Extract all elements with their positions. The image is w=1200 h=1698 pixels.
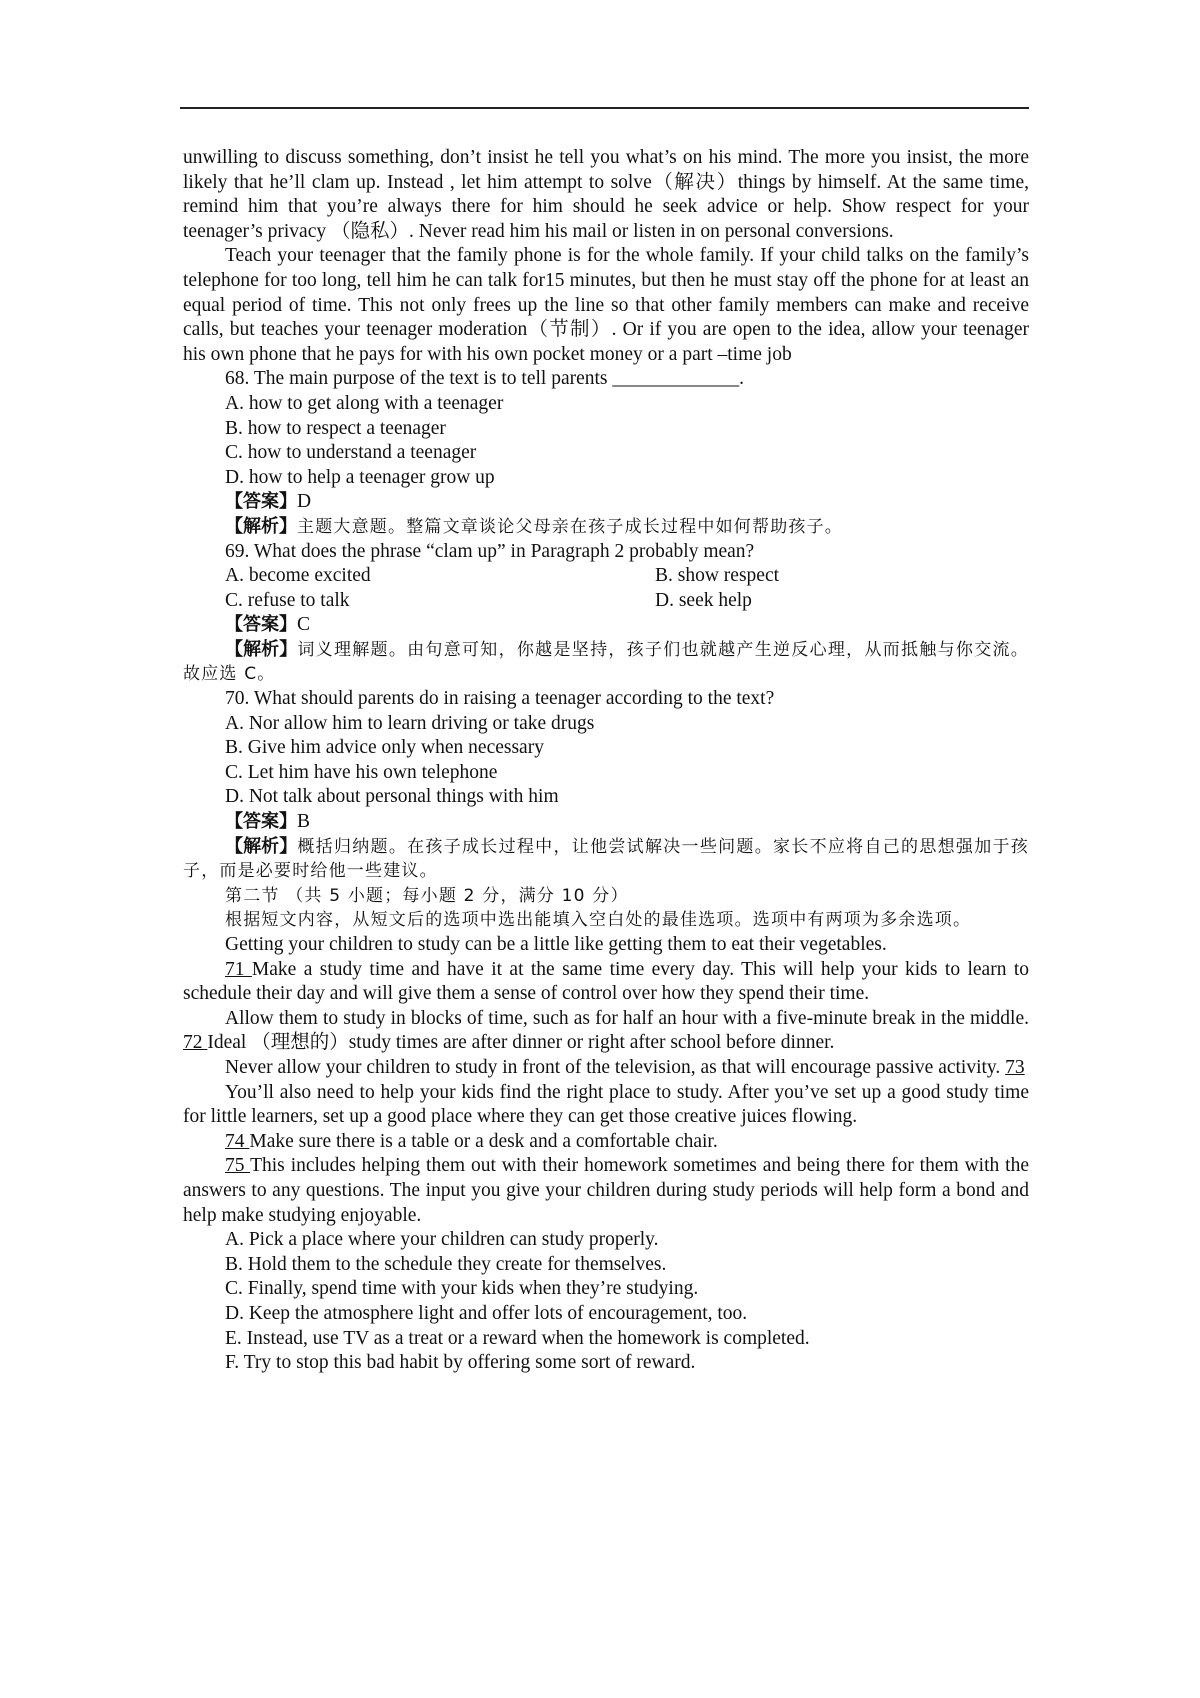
cloze-text-73: Never allow your children to study in front of the television, as that will encourage passive activity. xyxy=(225,1056,1006,1078)
question-69-option-b: B. show respect xyxy=(655,565,780,587)
header-rule xyxy=(180,107,1029,109)
blank-73: 73 xyxy=(1005,1056,1025,1078)
option-d: D. Keep the atmosphere light and offer lots of encouragement, too. xyxy=(225,1302,748,1324)
question-70-option-b: B. Give him advice only when necessary xyxy=(225,737,544,759)
cloze-paragraph-73 xyxy=(183,1056,1029,1081)
blank-74: 74 xyxy=(225,1130,250,1152)
cloze-text-75: This includes helping them out with their homework sometimes and being there for them with the answers to any questions. The input you give your children during study periods will help form a bond and help make studying enjoyable. xyxy=(183,1155,1029,1226)
question-68-option-d: D. how to help a teenager grow up xyxy=(225,466,495,488)
cloze-paragraph-74 xyxy=(183,1130,1029,1155)
question-70-answer xyxy=(183,810,1029,835)
section-2-heading: 第二节 （共 5 小题；每小题 2 分，满分 10 分） xyxy=(225,885,629,906)
section-2-instructions: 根据短文内容，从短文后的选项中选出能填入空白处的最佳选项。选项中有两项为多余选项。 xyxy=(225,910,972,931)
cloze-text-71: Make a study time and have it at the same time every day. This will help your kids to learn to schedule their day and will give them a sense of control over how they spend their time. xyxy=(183,958,1030,1005)
option-b: B. Hold them to the schedule they create for themselves. xyxy=(225,1253,667,1275)
question-69-option-d: D. seek help xyxy=(655,589,752,611)
answer-value: D xyxy=(297,491,312,513)
analysis-label: 【解析】 xyxy=(225,515,297,537)
question-69-options-row-1 xyxy=(183,564,1029,589)
question-68-stem: 68. The main purpose of the text is to tell parents _____________. xyxy=(225,368,745,390)
option-a: A. Pick a place where your children can study properly. xyxy=(225,1229,659,1251)
analysis-text: 概括归纳题。在孩子成长过程中，让他尝试解决一些问题。家长不应将自己的思想强加于孩子，而是必要时给他一些建议。 xyxy=(183,836,1030,882)
question-69-analysis xyxy=(183,638,1029,687)
option-e: E. Instead, use TV as a treat or a reward when the homework is completed. xyxy=(225,1327,810,1349)
cloze-paragraph-73b: You’ll also need to help your kids find the right place to study. After you’ve set up a good study time for little learners, set up a good place where they can get those creative juices flowing. xyxy=(183,1081,1029,1128)
question-68-answer xyxy=(183,490,1029,515)
passage-paragraph-2: Teach your teenager that the family phone is for the whole family. If your child talks on the family’s telephone for too long, tell him he can talk for15 minutes, but then he must stay off the phone for at least an equal period of time. This not only frees up the line so that other family members can make and receive calls, but teaches your teenager moderation（节制）. Or if you are open to the idea, allow your teenager his own phone that he pays for with his own pocket money or a part –time job xyxy=(183,245,1029,365)
cloze-text-72a: Allow them to study in blocks of time, such as for half an hour with a five-minute break in the middle. xyxy=(225,1007,1029,1029)
cloze-paragraph-71 xyxy=(183,958,1029,1007)
answer-value: C xyxy=(297,614,311,636)
question-70-stem: 70. What should parents do in raising a teenager according to the text? xyxy=(225,688,775,710)
blank-75: 75 xyxy=(225,1155,251,1177)
option-f: F. Try to stop this bad habit by offering some sort of reward. xyxy=(225,1352,696,1374)
answer-value: B xyxy=(297,811,311,833)
question-70-analysis xyxy=(183,835,1029,884)
blank-72: 72 xyxy=(183,1032,208,1054)
question-68-option-c: C. how to understand a teenager xyxy=(225,442,477,464)
analysis-text: 词义理解题。由句意可知，你越是坚持，孩子们也就越产生逆反心理，从而抵触与你交流。故应选 C。 xyxy=(183,639,1030,685)
question-69-options-row-2 xyxy=(183,589,1029,614)
question-70-option-c: C. Let him have his own telephone xyxy=(225,761,498,783)
option-c: C. Finally, spend time with your kids when they’re studying. xyxy=(225,1278,699,1300)
answer-label: 【答案】 xyxy=(225,614,297,636)
blank-71: 71 xyxy=(225,958,252,980)
question-68-option-a: A. how to get along with a teenager xyxy=(225,392,504,414)
cloze-paragraph-72 xyxy=(183,1007,1029,1056)
question-69-option-c: C. refuse to talk xyxy=(225,589,350,611)
analysis-label: 【解析】 xyxy=(225,835,298,857)
cloze-paragraph-75 xyxy=(183,1154,1029,1228)
analysis-label: 【解析】 xyxy=(225,638,298,660)
answer-label: 【答案】 xyxy=(225,491,297,513)
cloze-text-72b: Ideal （理想的）study times are after dinner or right after school before dinner. xyxy=(207,1032,835,1054)
question-68-option-b: B. how to respect a teenager xyxy=(225,417,446,439)
cloze-intro: Getting your children to study can be a little like getting them to eat their vegetables. xyxy=(225,934,887,955)
question-68-analysis xyxy=(183,515,1029,540)
question-69-stem: 69. What does the phrase “clam up” in Paragraph 2 probably mean? xyxy=(225,540,755,562)
question-69-option-a: A. become excited xyxy=(225,565,371,587)
analysis-text: 主题大意题。整篇文章谈论父母亲在孩子成长过程中如何帮助孩子。 xyxy=(297,516,843,537)
cloze-text-74: Make sure there is a table or a desk and a comfortable chair. xyxy=(249,1130,718,1152)
question-69-answer xyxy=(183,613,1029,638)
content xyxy=(183,146,1029,1376)
question-70-option-a: A. Nor allow him to learn driving or take drugs xyxy=(225,712,595,734)
answer-label: 【答案】 xyxy=(225,811,297,833)
question-70-option-d: D. Not talk about personal things with him xyxy=(225,786,559,808)
passage-paragraph-1: unwilling to discuss something, don’t insist he tell you what’s on his mind. The more you insist, the more likely that he’ll clam up. Instead , let him attempt to solve（解决）things by himself. At the same time, remind him that you’re always there for him should he seek advice or help. Show respect for your teenager’s privacy （隐私）. Never read him his mail or listen in on personal conversions. xyxy=(183,147,1029,242)
